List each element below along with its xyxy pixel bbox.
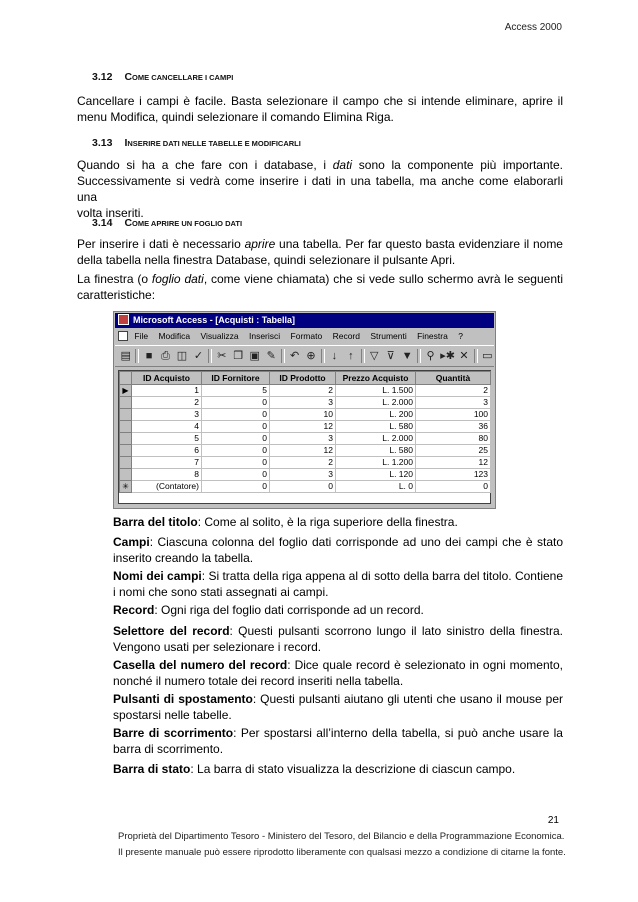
field-names-row (120, 372, 491, 385)
save-icon: ■ (145, 350, 153, 362)
undo-icon: ↶ (289, 350, 300, 362)
delete-record-icon: ✕ (459, 350, 469, 362)
record-selector-current-icon: ▶ (120, 385, 132, 397)
new-record-row: ✳ (Contatore) 0 0 L. 0 0 (120, 481, 491, 493)
menu-inserisci: Inserisci (248, 331, 281, 341)
access-toolbar (115, 345, 494, 367)
table-row: 4 0 12 L. 580 36 (120, 421, 491, 433)
definition-campi: Campi: Ciascuna colonna del foglio dati corrisponde ad uno dei campi che è stato inserito creando la tabella. (113, 535, 563, 565)
definition-barra-di-stato: Barra di stato: La barra di stato visualizza la descrizione di ciascun campo. (113, 762, 516, 776)
menu-formato: Formato (290, 331, 323, 341)
menu-file: File (134, 331, 149, 341)
datasheet-grid (118, 370, 491, 504)
definition-casella-numero-record: Casella del numero del record: Dice quale record è selezionato in ogni momento, nonché il numero totale dei record inseriti nella tabella. (113, 658, 563, 688)
footer-line-2: Il presente manuale può essere riprodotto liberamente con qualsasi mezzo a condizione di citarne la fonte. (118, 847, 566, 858)
filter-form-icon: ⊽ (386, 350, 395, 362)
access-window-screenshot (113, 311, 496, 509)
copy-icon: ❐ (233, 350, 244, 362)
definition-barre-di-scorrimento: Barre di scorrimento: Per spostarsi all’interno della tabella, si può anche usare la barra di scorrimento. (113, 726, 563, 756)
section-3-14-paragraph-2: La finestra (o foglio dati, come viene chiamata) che si vede sullo schermo avrà le seguenti caratteristiche: (77, 272, 563, 302)
column-header-id-fornitore: ID Fornitore (202, 372, 270, 385)
menu-visualizza: Visualizza (200, 331, 239, 341)
hyperlink-icon: ⊕ (306, 350, 316, 362)
footer-line-1: Proprietà del Dipartimento Tesoro - Ministero del Tesoro, del Bilancio e della Programmazione Economica. (118, 831, 565, 842)
section-3-13-title: 3.13 INSERIRE DATI NELLE TABELLE E MODIFICARLI (92, 137, 301, 149)
filter-selection-icon: ▽ (369, 350, 379, 362)
column-header-prezzo-acquisto: Prezzo Acquisto (336, 372, 416, 385)
section-3-12-body: Cancellare i campi è facile. Basta selezionare il campo che si intende eliminare, aprire il menu Modifica, quindi selezionare il comando Elimina Riga. (77, 94, 563, 124)
menu-finestra: Finestra (417, 331, 448, 341)
page-number: 21 (547, 815, 559, 826)
definition-pulsanti-di-spostamento: Pulsanti di spostamento: Questi pulsanti aiutano gli utenti che usano il mouse per spostarsi nelle tabelle. (113, 692, 563, 722)
menu-record: Record (332, 331, 360, 341)
record-selector-new-icon: ✳ (120, 481, 132, 493)
table-row: 3 0 10 L. 200 100 (120, 409, 491, 421)
table-row: 2 0 3 L. 2.000 3 (120, 397, 491, 409)
section-3-12-title: 3.12 COME CANCELLARE I CAMPI (92, 71, 234, 83)
table-row: ▶ 1 5 2 L. 1.500 2 (120, 385, 491, 397)
menu-modifica: Modifica (158, 331, 191, 341)
access-menu-bar (115, 329, 494, 344)
definition-barra-del-titolo: Barra del titolo: Come al solito, è la riga superiore della finestra. (113, 515, 458, 529)
table-row: 6 0 12 L. 580 25 (120, 445, 491, 457)
column-header-id-acquisto: ID Acquisto (132, 372, 202, 385)
section-3-14-paragraph-1: Per inserire i dati è necessario aprire una tabella. Per far questo basta evidenziare il nome della tabella nella finestra Database, quindi selezionare il pulsante Apri. (77, 237, 563, 267)
definition-record: Record: Ogni riga del foglio dati corrisponde ad un record. (113, 603, 424, 617)
sort-ascending-icon: ↓ (331, 350, 338, 362)
access-title-bar: Microsoft Access - [Acquisti : Tabella] (115, 313, 494, 328)
print-icon: ⎙ (161, 350, 170, 362)
menu-strumenti: Strumenti (370, 331, 407, 341)
menu-help: ? (458, 331, 463, 341)
table-row: 7 0 2 L. 1.200 12 (120, 457, 491, 469)
column-header-id-prodotto: ID Prodotto (270, 372, 336, 385)
definition-nomi-dei-campi: Nomi dei campi: Si tratta della riga appena al di sotto della barra del titolo. Contiene i nomi che sono stati assegnati ai campi. (113, 569, 564, 599)
section-3-13-body: Quando si ha a che fare con i database, i dati sono la componente più importante. Successivamente si vedrà come inserire i dati in una tabella, ma anche come elaborarli una volta inseriti. (77, 158, 564, 220)
section-3-14-title: 3.14 COME APRIRE UN FOGLIO DATI (92, 217, 243, 229)
table-document-icon (118, 331, 128, 341)
format-painter-icon: ✎ (266, 350, 276, 362)
view-icon: ▤ (120, 350, 131, 362)
find-icon: ⚲ (426, 350, 435, 362)
cut-icon: ✂ (217, 350, 227, 362)
apply-filter-icon: ▼ (401, 350, 413, 362)
access-key-icon (118, 314, 129, 325)
preview-icon: ◫ (176, 350, 188, 362)
database-window-icon: ▭ (482, 350, 493, 362)
table-row: 5 0 3 L. 2.000 80 (120, 433, 491, 445)
new-record-icon: ▸✱ (440, 350, 455, 362)
table-row: 8 0 3 L. 120 123 (120, 469, 491, 481)
running-header: Access 2000 (504, 22, 562, 33)
sort-descending-icon: ↑ (348, 350, 354, 362)
paste-icon: ▣ (249, 350, 260, 362)
definition-selettore-del-record: Selettore del record: Questi pulsanti scorrono lungo il lato sinistro della finestra. Vengono usati per selezionare i record. (113, 624, 563, 654)
column-header-quantita: Quantità (416, 372, 491, 385)
spelling-icon: ✓ (193, 350, 204, 362)
